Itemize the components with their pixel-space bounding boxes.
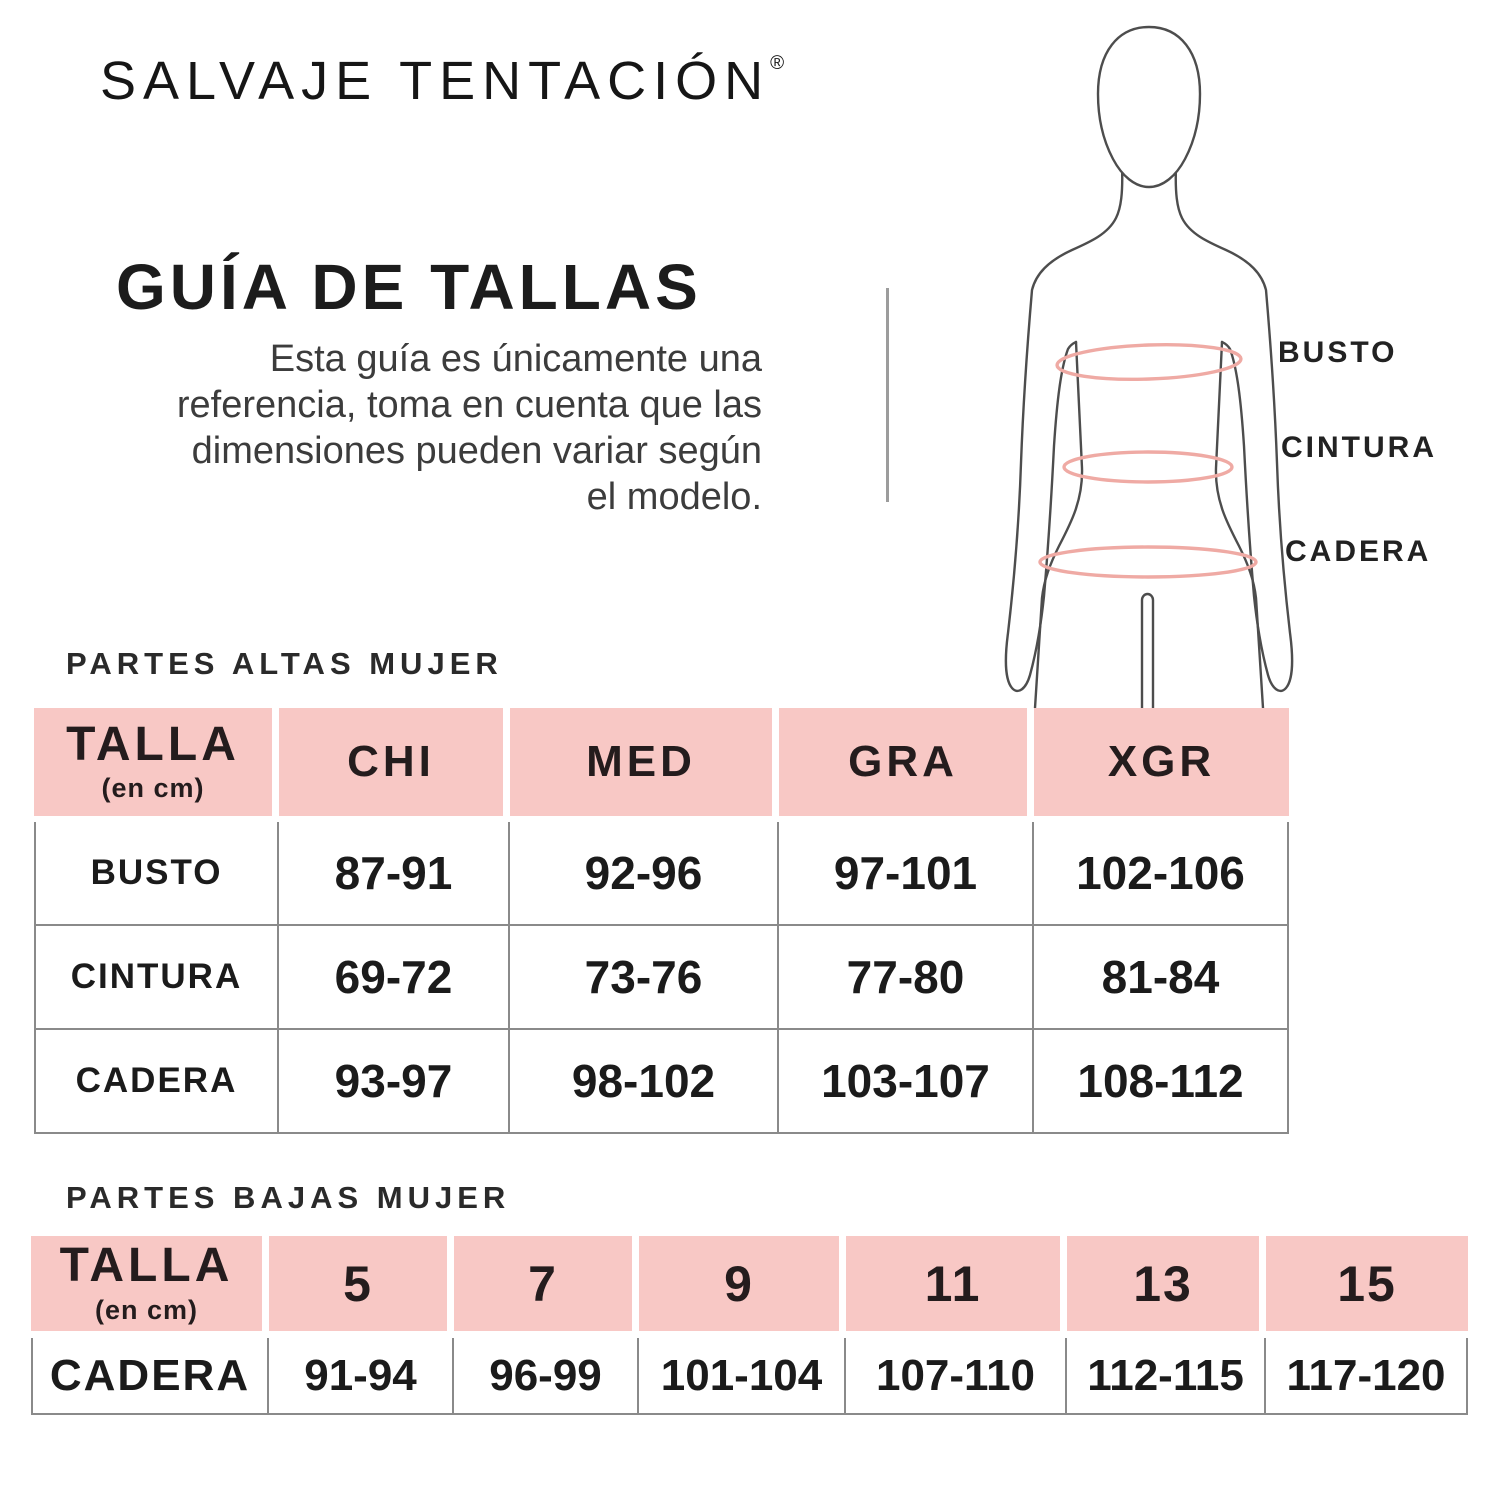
value-cell: 93-97 (279, 1030, 510, 1134)
size-column-header: 13 (1067, 1236, 1266, 1331)
size-column-header: CHI (279, 708, 510, 816)
value-cell: 96-99 (454, 1338, 639, 1415)
intro-line: referencia, toma en cuenta que las (176, 384, 762, 426)
hip-measure-line (1040, 547, 1256, 577)
section-title-bottoms: PARTES BAJAS MUJER (66, 1180, 511, 1215)
value-cell: 97-101 (779, 822, 1034, 926)
size-table-bottoms-header (31, 1236, 1468, 1331)
size-column-header: 7 (454, 1236, 639, 1331)
size-column-header: GRA (779, 708, 1034, 816)
value-cell: 108-112 (1034, 1030, 1289, 1134)
value-cell: 77-80 (779, 926, 1034, 1030)
talla-unit: (en cm) (94, 1294, 199, 1325)
right-arm-outline (1176, 166, 1292, 691)
waist-measure-line (1064, 452, 1232, 482)
bust-label: BUSTO (1278, 336, 1398, 369)
intro-text (70, 336, 762, 520)
value-cell: 117-120 (1266, 1338, 1468, 1415)
value-cell: 73-76 (510, 926, 779, 1030)
value-cell: 103-107 (779, 1030, 1034, 1134)
bust-measure-line (1056, 342, 1241, 382)
size-column-header: XGR (1034, 708, 1289, 816)
size-column-header: 15 (1266, 1236, 1468, 1331)
intro-line: Esta guía es únicamente una (269, 338, 762, 380)
talla-unit: (en cm) (101, 773, 205, 804)
value-cell: 69-72 (279, 926, 510, 1030)
size-column-header: 5 (269, 1236, 454, 1331)
value-cell: 102-106 (1034, 822, 1289, 926)
row-label-cell: BUSTO (34, 822, 279, 926)
size-column-header: 9 (639, 1236, 846, 1331)
size-table-tops (34, 708, 1289, 1134)
row-label-cell: CINTURA (34, 926, 279, 1030)
registered-trademark-icon: ® (770, 53, 785, 74)
size-table-bottoms-body (31, 1338, 1468, 1415)
inner-legs-outline (1142, 594, 1153, 708)
head-outline (1098, 27, 1200, 187)
intro-line: el modelo. (586, 476, 762, 518)
brand-logo (100, 50, 784, 112)
talla-label: TALLA (59, 1239, 234, 1293)
brand-name: SALVAJE TENTACIÓN (100, 51, 771, 111)
section-title-tops: PARTES ALTAS MUJER (66, 646, 503, 681)
vertical-divider (886, 288, 889, 502)
value-cell: 107-110 (846, 1338, 1067, 1415)
size-column-header: 11 (846, 1236, 1067, 1331)
value-cell: 98-102 (510, 1030, 779, 1134)
page-title: GUÍA DE TALLAS (116, 251, 702, 323)
value-cell: 112-115 (1067, 1338, 1266, 1415)
talla-label: TALLA (66, 717, 240, 771)
left-arm-outline (1006, 166, 1122, 691)
size-table-tops-body (34, 822, 1289, 1134)
value-cell: 87-91 (279, 822, 510, 926)
size-table-bottoms (31, 1236, 1468, 1415)
size-column-header: MED (510, 708, 779, 816)
intro-line: dimensiones pueden variar según (191, 430, 762, 472)
talla-header-cell (34, 708, 279, 816)
waist-label: CINTURA (1281, 431, 1437, 464)
row-label-cell: CADERA (31, 1338, 269, 1415)
size-table-tops-header (34, 708, 1289, 816)
hip-label: CADERA (1285, 535, 1432, 568)
value-cell: 92-96 (510, 822, 779, 926)
value-cell: 81-84 (1034, 926, 1289, 1030)
value-cell: 101-104 (639, 1338, 846, 1415)
row-label-cell: CADERA (34, 1030, 279, 1134)
talla-header-cell (31, 1236, 269, 1331)
value-cell: 91-94 (269, 1338, 454, 1415)
